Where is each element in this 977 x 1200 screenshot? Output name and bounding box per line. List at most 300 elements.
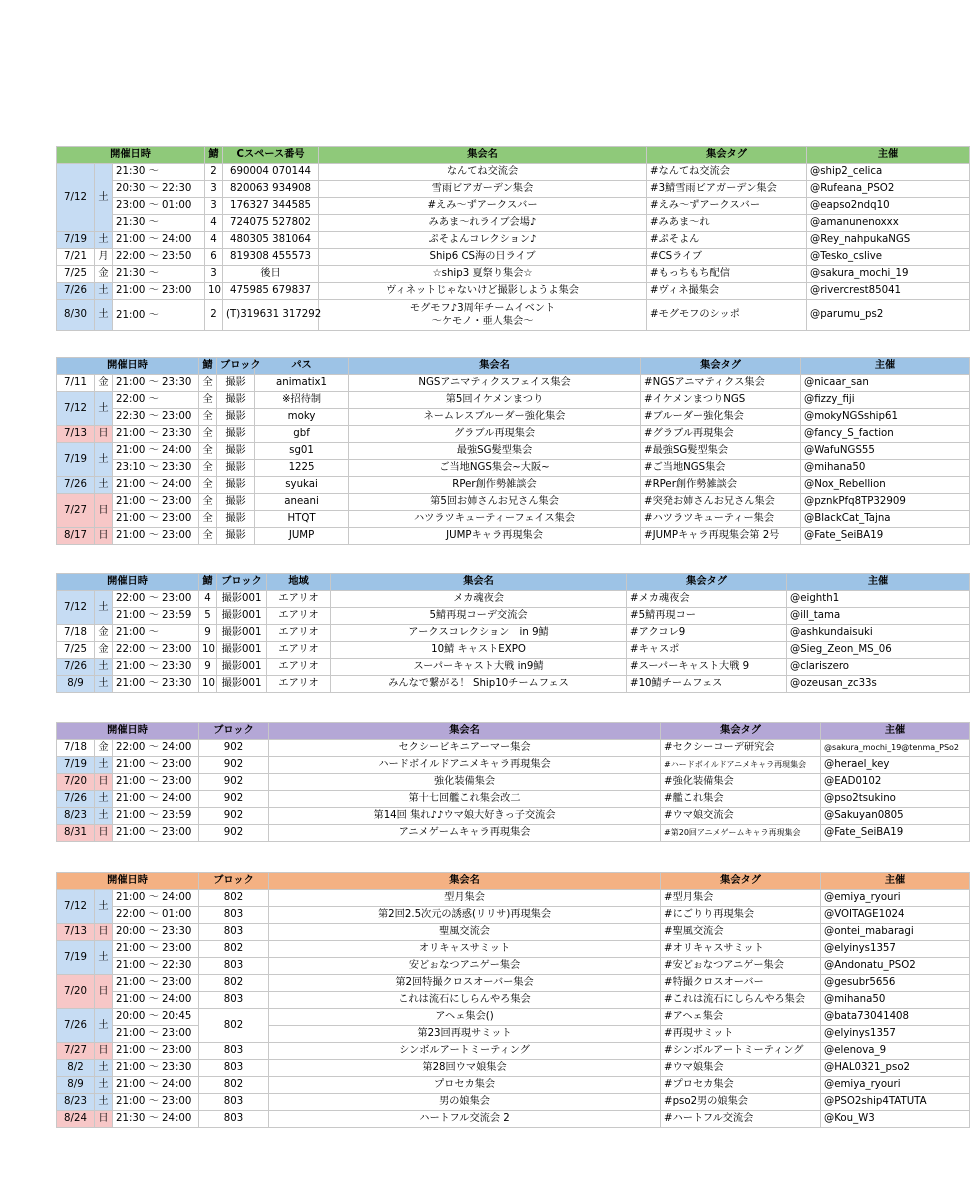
column-header: 集会タグ (647, 147, 807, 164)
event-code: 176327 344585 (223, 198, 319, 215)
event-time: 21:00 ～ 24:00 (113, 477, 199, 494)
column-header: 集会名 (331, 574, 627, 591)
event-host[interactable]: @mihana50 (821, 992, 970, 1009)
event-weekday: 日 (95, 528, 113, 545)
table-row (57, 1060, 970, 1077)
event-host[interactable]: @Fate_SeiBA19 (801, 528, 970, 545)
event-tag[interactable]: #艦これ集会 (661, 791, 821, 808)
event-time: 21:00 ～ 23:00 (113, 1094, 199, 1111)
event-time: 21:00 ～ 24:00 (113, 791, 199, 808)
event-block: 803 (199, 924, 269, 941)
event-time: 21:00 ～ 24:00 (113, 1077, 199, 1094)
event-weekday: 日 (95, 774, 113, 791)
event-date: 7/27 (57, 494, 95, 528)
event-host[interactable]: @herael_key (821, 757, 970, 774)
event-ship: 10 (199, 676, 217, 693)
event-tag[interactable]: #3鯖雪雨ビアガーデン集会 (647, 181, 807, 198)
column-header: 開催日時 (57, 358, 199, 375)
table-row (57, 924, 970, 941)
event-host[interactable]: @bata73041408 (821, 1009, 970, 1026)
event-time: 21:00 ～ 23:00 (113, 757, 199, 774)
column-header: ブロック (199, 873, 269, 890)
event-pass: 1225 (255, 460, 349, 477)
event-time: 21:00 ～ 23:00 (113, 528, 199, 545)
event-block: 902 (199, 740, 269, 757)
event-pass: moky (255, 409, 349, 426)
event-name: 雪雨ビアガーデン集会 (319, 181, 647, 198)
event-date: 7/26 (57, 283, 95, 300)
event-block: 撮影 (217, 392, 255, 409)
event-weekday: 土 (95, 791, 113, 808)
event-tag[interactable]: #グラブル再現集会 (641, 426, 801, 443)
event-date: 7/19 (57, 232, 95, 249)
event-host[interactable]: @Rufeana_PSO2 (807, 181, 970, 198)
event-block: 902 (199, 774, 269, 791)
event-host[interactable]: @pznkPfq8TP32909 (801, 494, 970, 511)
table-header-row (57, 873, 970, 890)
event-date: 7/18 (57, 740, 95, 757)
event-name: 最強SG髪型集会 (349, 443, 641, 460)
event-date: 7/13 (57, 426, 95, 443)
event-weekday: 日 (95, 426, 113, 443)
event-host[interactable]: @pso2tsukino (821, 791, 970, 808)
event-tag[interactable]: #強化装備集会 (661, 774, 821, 791)
battle-lobby-table (56, 722, 970, 842)
event-tag[interactable]: #第20回アニメゲームキャラ再現集会 (661, 825, 821, 842)
column-header: 集会タグ (641, 358, 801, 375)
table-row (57, 608, 970, 625)
event-ship: 9 (199, 625, 217, 642)
event-host[interactable]: @Sieg_Zeon_MS_06 (787, 642, 970, 659)
event-time: 23:00 ～ 01:00 (113, 198, 205, 215)
event-date: 7/20 (57, 774, 95, 791)
event-weekday: 土 (95, 676, 113, 693)
column-header: 開催日時 (57, 574, 199, 591)
event-tag[interactable]: #ブルーダー強化集会 (641, 409, 801, 426)
event-tag[interactable]: #聖風交流会 (661, 924, 821, 941)
table-row (57, 774, 970, 791)
event-name: 安どぉなつアニゲー集会 (269, 958, 661, 975)
event-host[interactable]: @VOITAGE1024 (821, 907, 970, 924)
event-ship: 全 (199, 460, 217, 477)
event-tag[interactable]: #セクシーコーデ研究会 (661, 740, 821, 757)
event-block: 803 (199, 992, 269, 1009)
event-name: みあま～れライブ会場♪ (319, 215, 647, 232)
event-tag[interactable]: #安どぉなつアニゲー集会 (661, 958, 821, 975)
event-host[interactable]: @Tesko_cslive (807, 249, 970, 266)
event-block: 撮影 (217, 443, 255, 460)
event-date: 7/26 (57, 1009, 95, 1043)
event-block: 撮影 (217, 528, 255, 545)
event-time: 20:00 ～ 23:30 (113, 924, 199, 941)
table-row (57, 791, 970, 808)
event-ship: 6 (205, 249, 223, 266)
event-host[interactable]: @sakura_mochi_19 (807, 266, 970, 283)
event-pass: aneani (255, 494, 349, 511)
event-ship: 全 (199, 477, 217, 494)
table-row (57, 375, 970, 392)
event-time: 21:30 ～ (113, 266, 205, 283)
event-name: 第2回2.5次元の誘惑(リリサ)再現集会 (269, 907, 661, 924)
event-date: 7/26 (57, 477, 95, 494)
event-host[interactable]: @sakura_mochi_19@tenma_PSo2 (821, 740, 970, 757)
event-host[interactable]: @Sakuyan0805 (821, 808, 970, 825)
event-host[interactable]: @clariszero (787, 659, 970, 676)
event-date: 7/18 (57, 625, 95, 642)
event-time: 21:00 ～ 22:30 (113, 958, 199, 975)
event-host[interactable]: @rivercrest85041 (807, 283, 970, 300)
event-host[interactable]: @amanunenoxxx (807, 215, 970, 232)
event-host[interactable]: @BlackCat_Tajna (801, 511, 970, 528)
event-tag[interactable]: #なんてね交流会 (647, 164, 807, 181)
event-date: 7/19 (57, 443, 95, 477)
event-pass: syukai (255, 477, 349, 494)
event-date: 7/12 (57, 591, 95, 625)
event-time: 21:00 ～ 23:59 (113, 808, 199, 825)
event-weekday: 月 (95, 249, 113, 266)
event-host[interactable]: @mokyNGSship61 (801, 409, 970, 426)
event-tag[interactable]: #10鯖チームフェス (627, 676, 787, 693)
event-block: 撮影001 (217, 659, 267, 676)
event-tag[interactable]: #スーパーキャスト大戦 9 (627, 659, 787, 676)
event-tag[interactable]: #RPer創作勢雑談会 (641, 477, 801, 494)
event-tag[interactable]: #ご当地NGS集会 (641, 460, 801, 477)
table-header-row (57, 147, 970, 164)
event-host[interactable]: @parumu_ps2 (807, 300, 970, 331)
event-tag[interactable]: #ハードボイルドアニメキャラ再現集会 (661, 757, 821, 774)
event-time: 21:00 ～ 23:59 (113, 608, 199, 625)
table-row (57, 181, 970, 198)
event-time: 21:00 ～ 23:00 (113, 1026, 199, 1043)
event-date: 7/13 (57, 924, 95, 941)
event-time: 21:00 ～ 23:00 (113, 494, 199, 511)
event-weekday: 金 (95, 740, 113, 757)
event-time: 20:30 ～ 22:30 (113, 181, 205, 198)
event-host[interactable]: @ill_tama (787, 608, 970, 625)
event-name: ぷそよんコレクション♪ (319, 232, 647, 249)
event-weekday: 金 (95, 375, 113, 392)
event-host[interactable]: @ontei_mabaragi (821, 924, 970, 941)
event-tag[interactable]: #アクコレ9 (627, 625, 787, 642)
event-tag[interactable]: #みあま～れ (647, 215, 807, 232)
event-block: 撮影001 (217, 642, 267, 659)
table-row (57, 676, 970, 693)
column-header: 開催日時 (57, 873, 199, 890)
table-row (57, 825, 970, 842)
table-header-row (57, 574, 970, 591)
event-date: 8/30 (57, 300, 95, 331)
table-row (57, 283, 970, 300)
event-date: 7/26 (57, 659, 95, 676)
event-block: 802 (199, 890, 269, 907)
event-tag[interactable]: #ヴィネ撮集会 (647, 283, 807, 300)
event-name-line1: モグモフ♪3周年チームイベント (409, 303, 556, 314)
event-date: 8/24 (57, 1111, 95, 1128)
event-time: 21:00 ～ 23:00 (113, 774, 199, 791)
event-weekday: 土 (95, 757, 113, 774)
event-name: 型月集会 (269, 890, 661, 907)
column-header: 開催日時 (57, 147, 205, 164)
event-host[interactable]: @emiya_ryouri (821, 1077, 970, 1094)
event-name: 第2回特撮クロスオーバー集会 (269, 975, 661, 992)
event-date: 7/26 (57, 791, 95, 808)
event-code: 480305 381064 (223, 232, 319, 249)
event-time: 21:00 ～ (113, 625, 199, 642)
event-tag[interactable]: #最強SG髪型集会 (641, 443, 801, 460)
table-row (57, 740, 970, 757)
event-host[interactable]: @elyinys1357 (821, 941, 970, 958)
event-weekday: 日 (95, 825, 113, 842)
event-block: 撮影 (217, 477, 255, 494)
event-tag[interactable]: #ぷそよん (647, 232, 807, 249)
event-ship: 4 (205, 215, 223, 232)
event-host[interactable]: @nicaar_san (801, 375, 970, 392)
event-tag[interactable]: #pso2男の娘集会 (661, 1094, 821, 1111)
event-ship: 全 (199, 494, 217, 511)
event-name: プロセカ集会 (269, 1077, 661, 1094)
column-header: 主催 (807, 147, 970, 164)
event-tag[interactable]: #JUMPキャラ再現集会第 2号 (641, 528, 801, 545)
event-date: 7/12 (57, 164, 95, 232)
column-header: 開催日時 (57, 723, 199, 740)
event-tag[interactable]: #プロセカ集会 (661, 1077, 821, 1094)
event-block: 902 (199, 791, 269, 808)
event-weekday: 土 (95, 443, 113, 477)
event-date: 7/19 (57, 941, 95, 975)
event-block: 撮影001 (217, 625, 267, 642)
event-tag[interactable]: #メカ魂夜会 (627, 591, 787, 608)
event-name: 第23回再現サミット (269, 1026, 661, 1043)
event-name: ハツラツキューティーフェイス集会 (349, 511, 641, 528)
event-area: エアリオ (267, 591, 331, 608)
event-time: 21:00 ～ (113, 300, 205, 331)
event-host[interactable]: @Fate_SeiBA19 (821, 825, 970, 842)
event-block: 803 (199, 1094, 269, 1111)
event-name: セクシービキニアーマー集会 (269, 740, 661, 757)
event-area: エアリオ (267, 676, 331, 693)
event-weekday: 土 (95, 232, 113, 249)
table-row (57, 511, 970, 528)
event-host[interactable]: @WafuNGS55 (801, 443, 970, 460)
event-time: 22:00 ～ 23:00 (113, 591, 199, 608)
table-row (57, 659, 970, 676)
event-weekday: 土 (95, 1060, 113, 1077)
event-tag[interactable]: #再現サミット (661, 1026, 821, 1043)
event-host[interactable]: @ship2_celica (807, 164, 970, 181)
table-row (57, 958, 970, 975)
event-name: 10鯖 キャストEXPO (331, 642, 627, 659)
event-date: 8/9 (57, 676, 95, 693)
event-time: 20:00 ～ 20:45 (113, 1009, 199, 1026)
column-header: 主催 (821, 873, 970, 890)
event-name: 第14回 集れ♪♪ウマ娘大好きっ子交流会 (269, 808, 661, 825)
event-date: 7/12 (57, 392, 95, 426)
event-name: ネームレスブルーダー強化集会 (349, 409, 641, 426)
event-tag[interactable]: #モグモフのシッポ (647, 300, 807, 331)
event-tag[interactable]: #オリキャスサミット (661, 941, 821, 958)
event-code: (T)319631 317292 (223, 300, 319, 331)
event-tag[interactable]: #ハートフル交流会 (661, 1111, 821, 1128)
event-date: 8/31 (57, 825, 95, 842)
challenge-lobby-table (56, 872, 970, 1128)
event-name (319, 300, 647, 331)
column-header: Cスペース番号 (223, 147, 319, 164)
event-name: 5鯖再現コーデ交流会 (331, 608, 627, 625)
event-tag[interactable]: #イケメンまつりNGS (641, 392, 801, 409)
event-date: 7/25 (57, 642, 95, 659)
event-weekday: 土 (95, 591, 113, 625)
event-block: 撮影 (217, 494, 255, 511)
event-weekday: 土 (95, 1094, 113, 1111)
event-weekday: 日 (95, 494, 113, 528)
event-name: アヘェ集会() (269, 1009, 661, 1026)
table-row (57, 1111, 970, 1128)
event-time: 22:00 ～ 01:00 (113, 907, 199, 924)
event-host[interactable]: @PSO2ship4TATUTA (821, 1094, 970, 1111)
event-name: メカ魂夜会 (331, 591, 627, 608)
event-name: みんなで繋がる！ Ship10チームフェス (331, 676, 627, 693)
event-weekday: 土 (95, 283, 113, 300)
event-name: これは流石にしらんやろ集会 (269, 992, 661, 1009)
event-time: 22:30 ～ 23:00 (113, 409, 199, 426)
event-block: 撮影 (217, 460, 255, 477)
event-time: 21:00 ～ 24:00 (113, 890, 199, 907)
event-tag[interactable]: #突発お姉さんお兄さん集会 (641, 494, 801, 511)
event-tag[interactable]: #もっちもち配信 (647, 266, 807, 283)
table-row (57, 392, 970, 409)
event-host[interactable]: @HAL0321_pso2 (821, 1060, 970, 1077)
event-host[interactable]: @elyinys1357 (821, 1026, 970, 1043)
event-tag[interactable]: #型月集会 (661, 890, 821, 907)
event-time: 21:00 ～ 23:00 (113, 511, 199, 528)
event-area: エアリオ (267, 642, 331, 659)
event-host[interactable]: @fancy_S_faction (801, 426, 970, 443)
event-name-line2: ～ケモノ・亜人集会～ (431, 316, 534, 327)
event-host[interactable]: @gesubr5656 (821, 975, 970, 992)
event-block: 撮影 (217, 426, 255, 443)
event-ship: 全 (199, 392, 217, 409)
table-row (57, 215, 970, 232)
table-row (57, 1043, 970, 1060)
event-weekday: 日 (95, 1111, 113, 1128)
event-block: 撮影 (217, 375, 255, 392)
event-ship: 4 (199, 591, 217, 608)
event-ship: 全 (199, 528, 217, 545)
event-block: 803 (199, 1060, 269, 1077)
event-time: 21:30 ～ 24:00 (113, 1111, 199, 1128)
table-row (57, 757, 970, 774)
event-ship: 全 (199, 375, 217, 392)
table-row (57, 1026, 970, 1043)
event-date: 7/21 (57, 249, 95, 266)
event-ship: 9 (199, 659, 217, 676)
event-date: 7/20 (57, 975, 95, 1009)
table-row (57, 642, 970, 659)
column-header: 主催 (821, 723, 970, 740)
event-code: 820063 934908 (223, 181, 319, 198)
event-ship: 5 (199, 608, 217, 625)
column-header: ブロック (199, 723, 269, 740)
event-tag[interactable]: #シンボルアートミーティング (661, 1043, 821, 1060)
event-block: 902 (199, 757, 269, 774)
table-row (57, 907, 970, 924)
table-row (57, 992, 970, 1009)
event-name: NGSアニマティクスフェイス集会 (349, 375, 641, 392)
event-host[interactable]: @eighth1 (787, 591, 970, 608)
table-header-row (57, 358, 970, 375)
event-tag[interactable]: #NGSアニマティクス集会 (641, 375, 801, 392)
event-ship: 全 (199, 426, 217, 443)
event-name: ヴィネットじゃないけど撮影しようよ集会 (319, 283, 647, 300)
event-host[interactable]: @Andonatu_PSO2 (821, 958, 970, 975)
table-row (57, 164, 970, 181)
event-host[interactable]: @Rey_nahpukaNGS (807, 232, 970, 249)
event-name: ハートフル交流会 2 (269, 1111, 661, 1128)
event-tag[interactable]: #ハツラツキューティー集会 (641, 511, 801, 528)
event-host[interactable]: @mihana50 (801, 460, 970, 477)
event-tag[interactable]: #キャスポ (627, 642, 787, 659)
event-weekday: 日 (95, 924, 113, 941)
event-host[interactable]: @fizzy_fiji (801, 392, 970, 409)
event-tag[interactable]: #えみ～ずアークスバー (647, 198, 807, 215)
event-time: 21:00 ～ 23:30 (113, 1060, 199, 1077)
column-header: 集会名 (269, 723, 661, 740)
table-row (57, 1077, 970, 1094)
event-block: 撮影001 (217, 676, 267, 693)
event-time: 22:00 ～ (113, 392, 199, 409)
event-tag[interactable]: #にごりり再現集会 (661, 907, 821, 924)
event-host[interactable]: @ashkundaisuki (787, 625, 970, 642)
column-header: 集会名 (319, 147, 647, 164)
table-row (57, 1009, 970, 1026)
event-time: 21:00 ～ 23:00 (113, 1043, 199, 1060)
event-name: 強化装備集会 (269, 774, 661, 791)
event-weekday: 土 (95, 392, 113, 426)
event-host[interactable]: @ozeusan_zc33s (787, 676, 970, 693)
column-header: ブロック (217, 358, 255, 375)
event-name: シンボルアートミーティング (269, 1043, 661, 1060)
event-block: 撮影 (217, 409, 255, 426)
event-tag[interactable]: #アヘェ集会 (661, 1009, 821, 1026)
event-host[interactable]: @elenova_9 (821, 1043, 970, 1060)
event-host[interactable]: @eapso2ndq10 (807, 198, 970, 215)
event-weekday: 土 (95, 164, 113, 232)
event-time: 21:00 ～ 23:30 (113, 375, 199, 392)
event-tag[interactable]: #CSライブ (647, 249, 807, 266)
event-pass: ※招待制 (255, 392, 349, 409)
event-host[interactable]: @emiya_ryouri (821, 890, 970, 907)
event-ship: 4 (205, 232, 223, 249)
event-code: 819308 455573 (223, 249, 319, 266)
event-tag[interactable]: #5鯖再現コー (627, 608, 787, 625)
event-host[interactable]: @EAD0102 (821, 774, 970, 791)
event-time: 21:00 ～ 23:00 (113, 825, 199, 842)
event-host[interactable]: @Nox_Rebellion (801, 477, 970, 494)
event-weekday: 土 (95, 659, 113, 676)
event-tag[interactable]: #ウマ娘交流会 (661, 808, 821, 825)
event-host[interactable]: @Kou_W3 (821, 1111, 970, 1128)
column-header: 主催 (787, 574, 970, 591)
event-name: アニメゲームキャラ再現集会 (269, 825, 661, 842)
event-name: 第5回イケメンまつり (349, 392, 641, 409)
table-row (57, 460, 970, 477)
event-tag[interactable]: #これは流石にしらんやろ集会 (661, 992, 821, 1009)
event-tag[interactable]: #特撮クロスオーバー (661, 975, 821, 992)
event-weekday: 日 (95, 1043, 113, 1060)
event-time: 21:00 ～ 24:00 (113, 992, 199, 1009)
event-tag[interactable]: #ウマ娘集会 (661, 1060, 821, 1077)
event-pass: JUMP (255, 528, 349, 545)
